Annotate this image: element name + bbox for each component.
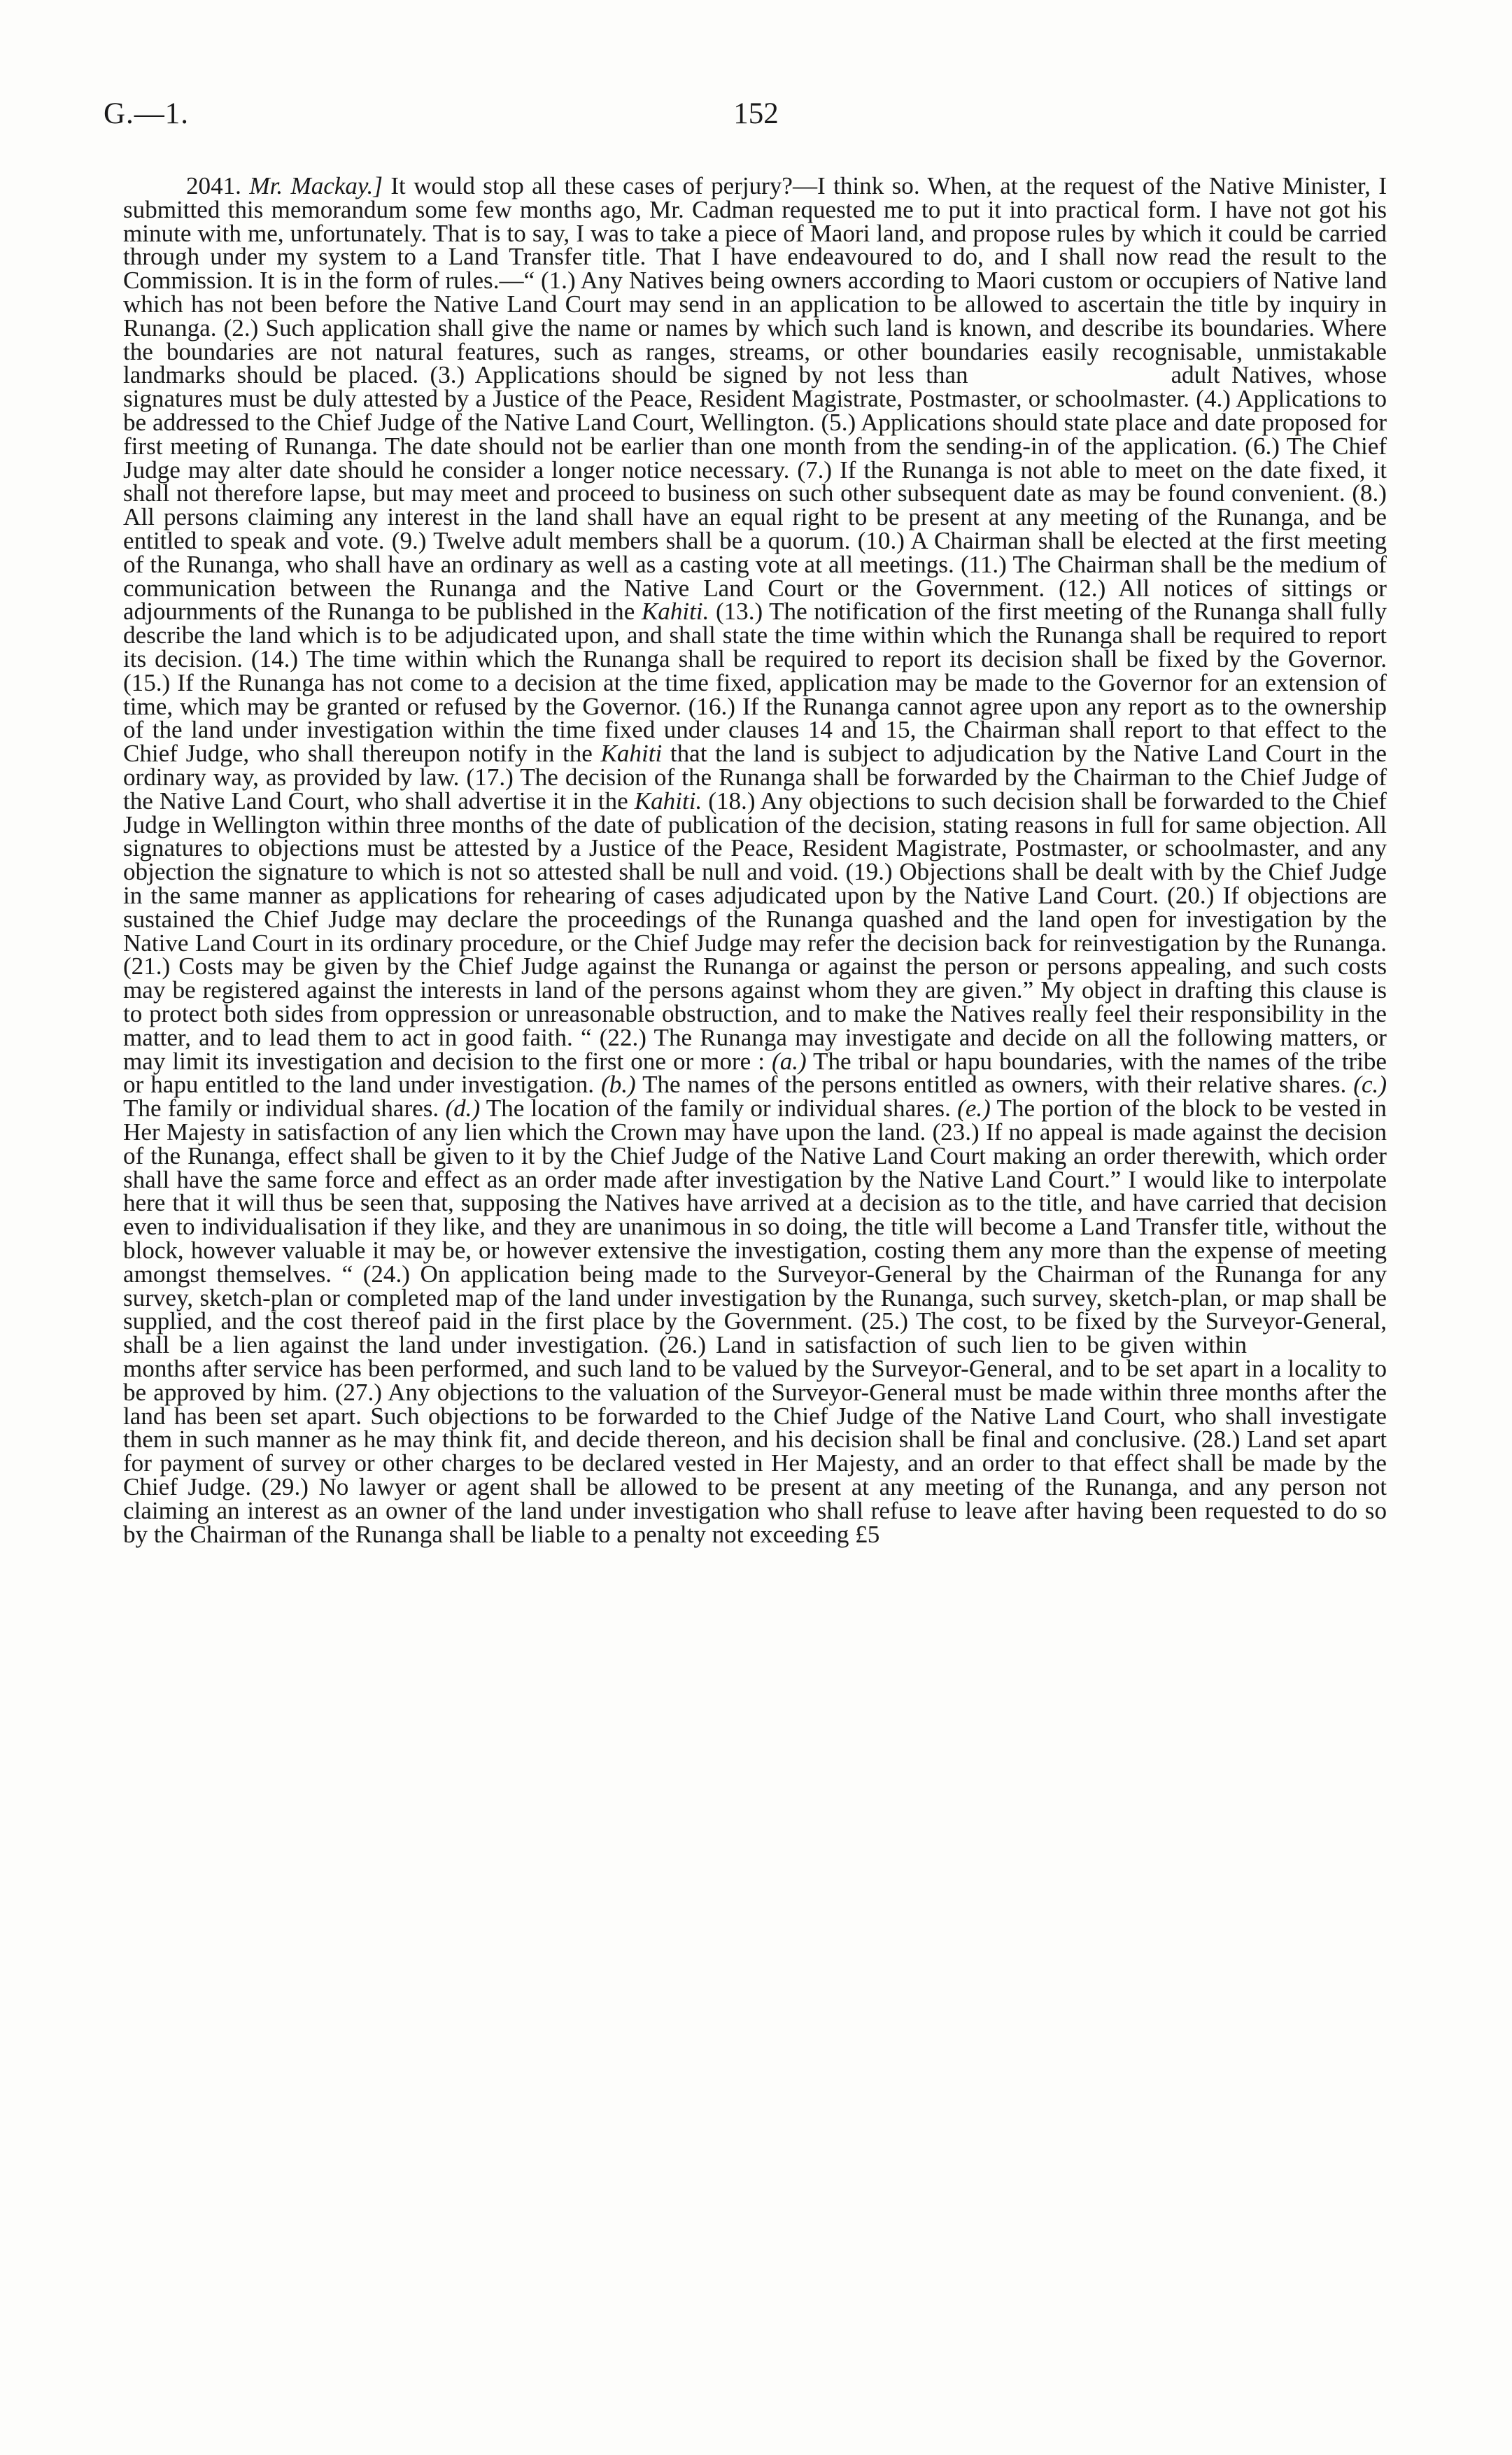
paragraph-text: adult Natives, whose signatures must be duly attested by a Justice of the Peace, Resident Magistrate, Postmaster, or schoolmaster. (4.) Applications to be addressed to the Chief Judge of the Native Land Court, Wellington. (5.) Applications should state place and date proposed for first meeting of Runanga. The date should not be earlier than one month from the sending-in of the application. (6.) The Chief Judge may alter date should he consider a longer notice necessary. (7.) If the Runanga is not able to meet on the date fixed, it shall not therefore lapse, but may meet and proceed to business on such other subsequent date as may be found convenient. (8.) All persons claiming any interest in the land shall have an equal right to be present at any meeting of the Runanga, and be entitled to speak and vote. (9.) Twelve adult members shall be a quorum. (10.) A Chairman shall be elected at the first meeting of the Runanga, who shall have an ordinary as well as a casting vote at all meetings. (11.) The Chairman shall be the medium of communication between the Runanga and the Native Land Court or the Government. (12.) All notices of sittings or adjournments of the Runanga to be published in the (123, 361, 1387, 626)
paragraph-text: The location of the family or individual shares. (480, 1095, 951, 1123)
document-code: G.—1. (104, 97, 190, 130)
page-number: 152 (733, 97, 779, 130)
item-label: (a.) (772, 1047, 807, 1075)
paragraph-text: months after service has been performed, and such land to be valued by the Surveyor-General, and to be set apart in a locality to be approved by him. (27.) Any objections to the valuation of the Surveyor-General must be made within three months after the land has been set apart. Such objections to be forwarded to the Chief Judge of the Native Land Court, who shall investigate them in such manner as he may think fit, and decide thereon, and his decision shall be final and conclusive. (28.) Land set apart for payment of survey or other charges to be declared vested in Her Majesty, and an order to that effect shall be made by the Chief Judge. (29.) No lawyer or agent shall be allowed to be present at any meeting of the Runanga, and any person not claiming an interest as an owner of the land under investigation who shall refuse to leave after having been requested to do so by the Chairman of the Runanga shall be liable to a penalty not exceeding £5 (123, 1354, 1387, 1548)
speaker-name: Mr. Mackay.] (249, 172, 383, 200)
question-number: 2041. (186, 172, 241, 200)
paragraph-text: The names of the persons entitled as owners, with their relative shares. (635, 1071, 1347, 1099)
item-label: (e.) (957, 1095, 991, 1123)
paragraph-text: The tribal or hapu boundaries, with the names of the tribe or hapu entitled to the land under investigation. (123, 1047, 1387, 1099)
paragraph-text: that the land is subject to adjudication by the Native Land Court in the ordinary way, as provided by law. (17.) The decision of the Runanga shall be forwarded by the Chairman to the Chief Judge of the Native Land Court, who shall advertise it in the (123, 740, 1387, 815)
page-header (104, 97, 1408, 139)
item-label: (c.) (1353, 1071, 1387, 1099)
item-label: (d.) (445, 1095, 481, 1123)
paragraph-text: (13.) The notification of the first meeting of the Runanga shall fully describe the land which is to be adjudicated upon, and shall state the time within which the Runanga shall be required to report its decision. (14.) The time within which the Runanga shall be required to report its decision shall be fixed by the Governor. (15.) If the Runanga has not come to a decision at the time fixed, application may be made to the Governor for an extension of time, which may be granted or refused by the Governor. (16.) If the Runanga cannot agree upon any report as to the ownership of the land under investigation within the time fixed under clauses 14 and 15, the Chairman shall report to that effect to the Chief Judge, who shall thereupon notify in the (123, 598, 1387, 768)
item-label: (b.) (601, 1071, 636, 1099)
paragraph-text: It would stop all these cases of perjury?—I think so. When, at the request of the Native Minister, I submitted this memorandum some few months ago, Mr. Cadman requested me to put it into practical form. I have not got his minute with me, unfortunately. That is to say, I was to take a piece of Maori land, and propose rules by which it could be carried through under my system to a Land Transfer title. That I have endeavoured to do, and I shall now read the result to the Commission. It is in the form of rules.—“ (1.) Any Natives being owners according to Maori custom or occupiers of Native land which has not been before the Native Land Court may send in an application to be allowed to ascertain the title by inquiry in Runanga. (2.) Such application shall give the name or names by which such land is known, and describe its boundaries. Where the boundaries are not natural features, such as ranges, streams, or other boundaries easily recognisable, unmistakable landmarks should be placed. (3.) Applications should be signed by not less than (123, 172, 1387, 389)
testimony-paragraph (123, 174, 1387, 1546)
kahiti-reference: Kahiti. (634, 787, 702, 815)
kahiti-reference: Kahiti. (641, 598, 709, 626)
paragraph-text: The portion of the block to be vested in Her Majesty in satisfaction of any lien which the Crown may have upon the land. (23.) If no appeal is made against the decision of the Runanga, effect shall be given to it by the Chief Judge of the Native Land Court making an order therewith, which order shall have the same force and effect as an order made after investigation by the Native Land Court.” I would like to interpolate here that it will thus be seen that, supposing the Natives have arrived at a decision as to the title, and have carried that decision even to individualisation if they like, and they are unanimous in so doing, the title will become a Land Transfer title, without the block, however valuable it may be, or however extensive the investigation, costing them any more than the expense of meeting amongst themselves. “ (24.) On application being made to the Surveyor-General by the Chairman of the Runanga for any survey, sketch-plan or completed map of the land under investigation by the Runanga, such survey, sketch-plan, or map shall be supplied, and the cost thereof paid in the first place by the Government. (25.) The cost, to be fixed by the Surveyor-General, shall be a lien against the land under investigation. (26.) Land in satisfaction of such lien to be given within (123, 1095, 1387, 1359)
kahiti-reference: Kahiti (600, 740, 663, 768)
paragraph-text: (18.) Any objections to such decision shall be forwarded to the Chief Judge in Wellington within three months of the date of publication of the decision, stating reasons in full for same objection. All signatures to objections must be attested by a Justice of the Peace, Resident Magistrate, Postmaster, or schoolmaster, and any objection the signature to which is not so attested shall be null and void. (19.) Objections shall be dealt with by the Chief Judge in the same manner as applications for rehearing of cases adjudicated upon by the Native Land Court. (20.) If objections are sustained the Chief Judge may declare the proceedings of the Runanga quashed and the land open for investigation by the Native Land Court in its ordinary procedure, or the Chief Judge may refer the decision back for reinvestigation by the Runanga. (21.) Costs may be given by the Chief Judge against the Runanga or against the person or persons appealing, and such costs may be registered against the interests in land of the persons against whom they are given.” My object in drafting this clause is to protect both sides from oppression or unreasonable obstruction, and to make the Natives really feel their responsibility in the matter, and to lead them to act in good faith. “ (22.) The Runanga may investigate and decide on all the following matters, or may limit its investigation and decision to the first one or more : (123, 787, 1387, 1075)
paragraph-text: The family or individual shares. (123, 1095, 439, 1123)
